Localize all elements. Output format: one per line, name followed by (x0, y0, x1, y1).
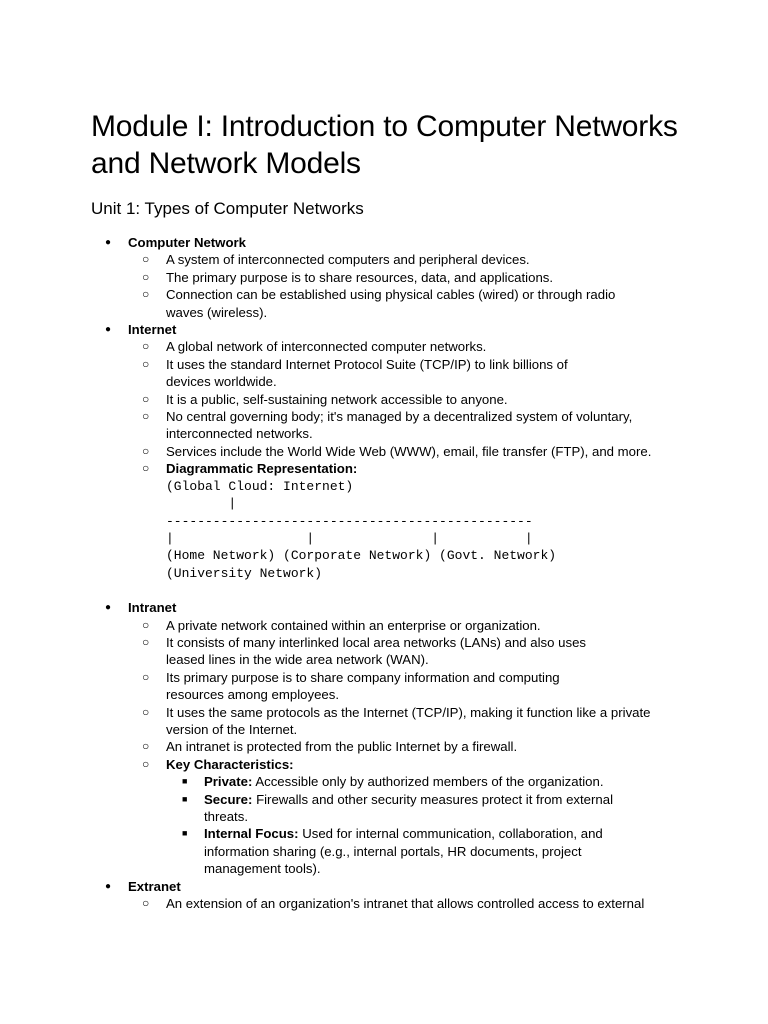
bullet-icon: ● (105, 880, 112, 892)
circle-bullet-icon: ○ (142, 252, 150, 267)
list-item-text: An intranet is protected from the public Internet by a firewall. (166, 739, 518, 755)
list-item-diagram (128, 460, 691, 582)
list-item-text: No central governing body; it's managed by a decentralized system of voluntary, interconnected networks. (166, 409, 633, 442)
spacer (128, 582, 691, 599)
characteristics-heading: Key Characteristics: (166, 756, 294, 772)
circle-bullet-icon: ○ (142, 391, 150, 406)
bullet-icon: ● (105, 237, 112, 248)
list-item-text: Connection can be established using physical cables (wired) or through radio waves (wireless). (166, 287, 616, 320)
list-item (128, 269, 691, 286)
list-item-characteristics (128, 756, 691, 878)
characteristic-text: Used for internal communication, collaboration, and information sharing (e.g., internal portals, HR documents, project management tools). (204, 826, 603, 877)
characteristic-term: Private: (204, 774, 253, 790)
list-item-text: A private network contained within an enterprise or organization. (166, 617, 541, 633)
list-item-text: It consists of many interlinked local area networks (LANs) and also uses leased lines in the wide area network (WAN). (166, 634, 586, 668)
topic-extranet (91, 878, 691, 913)
list-item (128, 251, 691, 268)
circle-bullet-icon: ○ (142, 896, 150, 911)
list-item (128, 669, 691, 704)
characteristic-term: Secure: (204, 791, 253, 807)
list-item-text: The primary purpose is to share resources, data, and applications. (166, 269, 554, 285)
characteristic-item (166, 825, 691, 877)
characteristic-text: Firewalls and other security measures protect it from external threats. (204, 791, 613, 824)
list-item (128, 443, 691, 460)
list-item (128, 391, 691, 408)
page-title: Module I: Introduction to Computer Networks and Network Models (91, 110, 678, 180)
topic-computer-network (91, 234, 691, 321)
list-item-text: An extension of an organization's intranet that allows controlled access to external (166, 896, 645, 912)
list-item (128, 617, 691, 634)
characteristic-term: Internal Focus: (204, 826, 299, 842)
bullet-icon: ● (105, 602, 112, 614)
circle-bullet-icon: ○ (142, 704, 150, 719)
diagram-heading: Diagrammatic Representation: (166, 461, 358, 477)
circle-bullet-icon: ○ (142, 269, 150, 284)
topic-list (91, 234, 691, 912)
characteristic-text: Accessible only by authorized members of the organization. (255, 774, 604, 790)
list-item (128, 408, 691, 443)
square-bullet-icon: ■ (182, 828, 188, 839)
topic-intranet (91, 599, 691, 878)
characteristic-item (166, 773, 691, 790)
diagram-line: (University Network) (166, 565, 323, 581)
unit-heading: Unit 1: Types of Computer Networks (91, 199, 364, 218)
circle-bullet-icon: ○ (142, 739, 150, 754)
diagram-line: (Home Network) (Corporate Network) (Govt. Network) (166, 548, 557, 564)
list-item-text: It uses the standard Internet Protocol Suite (TCP/IP) to link billions of devices worldwide. (166, 356, 568, 390)
list-item-text: It uses the same protocols as the Internet (TCP/IP), making it function like a private version of the Internet. (166, 704, 651, 737)
list-item-text: A system of interconnected computers and peripheral devices. (166, 252, 530, 268)
list-item (128, 738, 691, 755)
bullet-icon: ● (105, 324, 112, 336)
list-item (128, 704, 691, 739)
circle-bullet-icon: ○ (142, 461, 150, 476)
topic-heading: Computer Network (128, 235, 246, 250)
diagram-line: ----------------------------------------------- (166, 513, 533, 529)
list-item (128, 634, 691, 669)
topic-heading: Extranet (128, 878, 181, 894)
circle-bullet-icon: ○ (142, 634, 150, 649)
list-item-text: Its primary purpose is to share company information and computing resources among employees. (166, 669, 560, 703)
list-item-text: A global network of interconnected computer networks. (166, 339, 487, 355)
list-item (128, 895, 691, 912)
circle-bullet-icon: ○ (142, 756, 150, 771)
characteristics-list (166, 773, 691, 877)
sub-list (128, 251, 691, 321)
circle-bullet-icon: ○ (142, 339, 150, 354)
circle-bullet-icon: ○ (142, 669, 150, 684)
topic-heading: Internet (128, 322, 177, 338)
diagram-line: | (166, 496, 237, 512)
network-diagram (129, 478, 691, 582)
circle-bullet-icon: ○ (142, 443, 150, 458)
list-item-text: It is a public, self-sustaining network accessible to anyone. (166, 391, 508, 407)
characteristic-item (166, 791, 691, 826)
topic-internet (91, 321, 691, 599)
diagram-line: | | | | (166, 530, 533, 546)
list-item (128, 286, 691, 321)
list-item-text: Services include the World Wide Web (WWW), email, file transfer (FTP), and more. (166, 443, 652, 459)
list-item (128, 356, 691, 391)
circle-bullet-icon: ○ (142, 287, 150, 302)
circle-bullet-icon: ○ (142, 356, 150, 371)
topic-heading: Intranet (128, 600, 177, 616)
sub-list (128, 895, 691, 912)
list-item (128, 338, 691, 355)
square-bullet-icon: ■ (182, 793, 188, 804)
circle-bullet-icon: ○ (142, 617, 150, 632)
diagram-line: (Global Cloud: Internet) (166, 478, 354, 494)
sub-list (128, 617, 691, 878)
sub-list (128, 338, 691, 582)
circle-bullet-icon: ○ (142, 409, 150, 424)
square-bullet-icon: ■ (182, 776, 188, 787)
document-body (91, 234, 691, 912)
